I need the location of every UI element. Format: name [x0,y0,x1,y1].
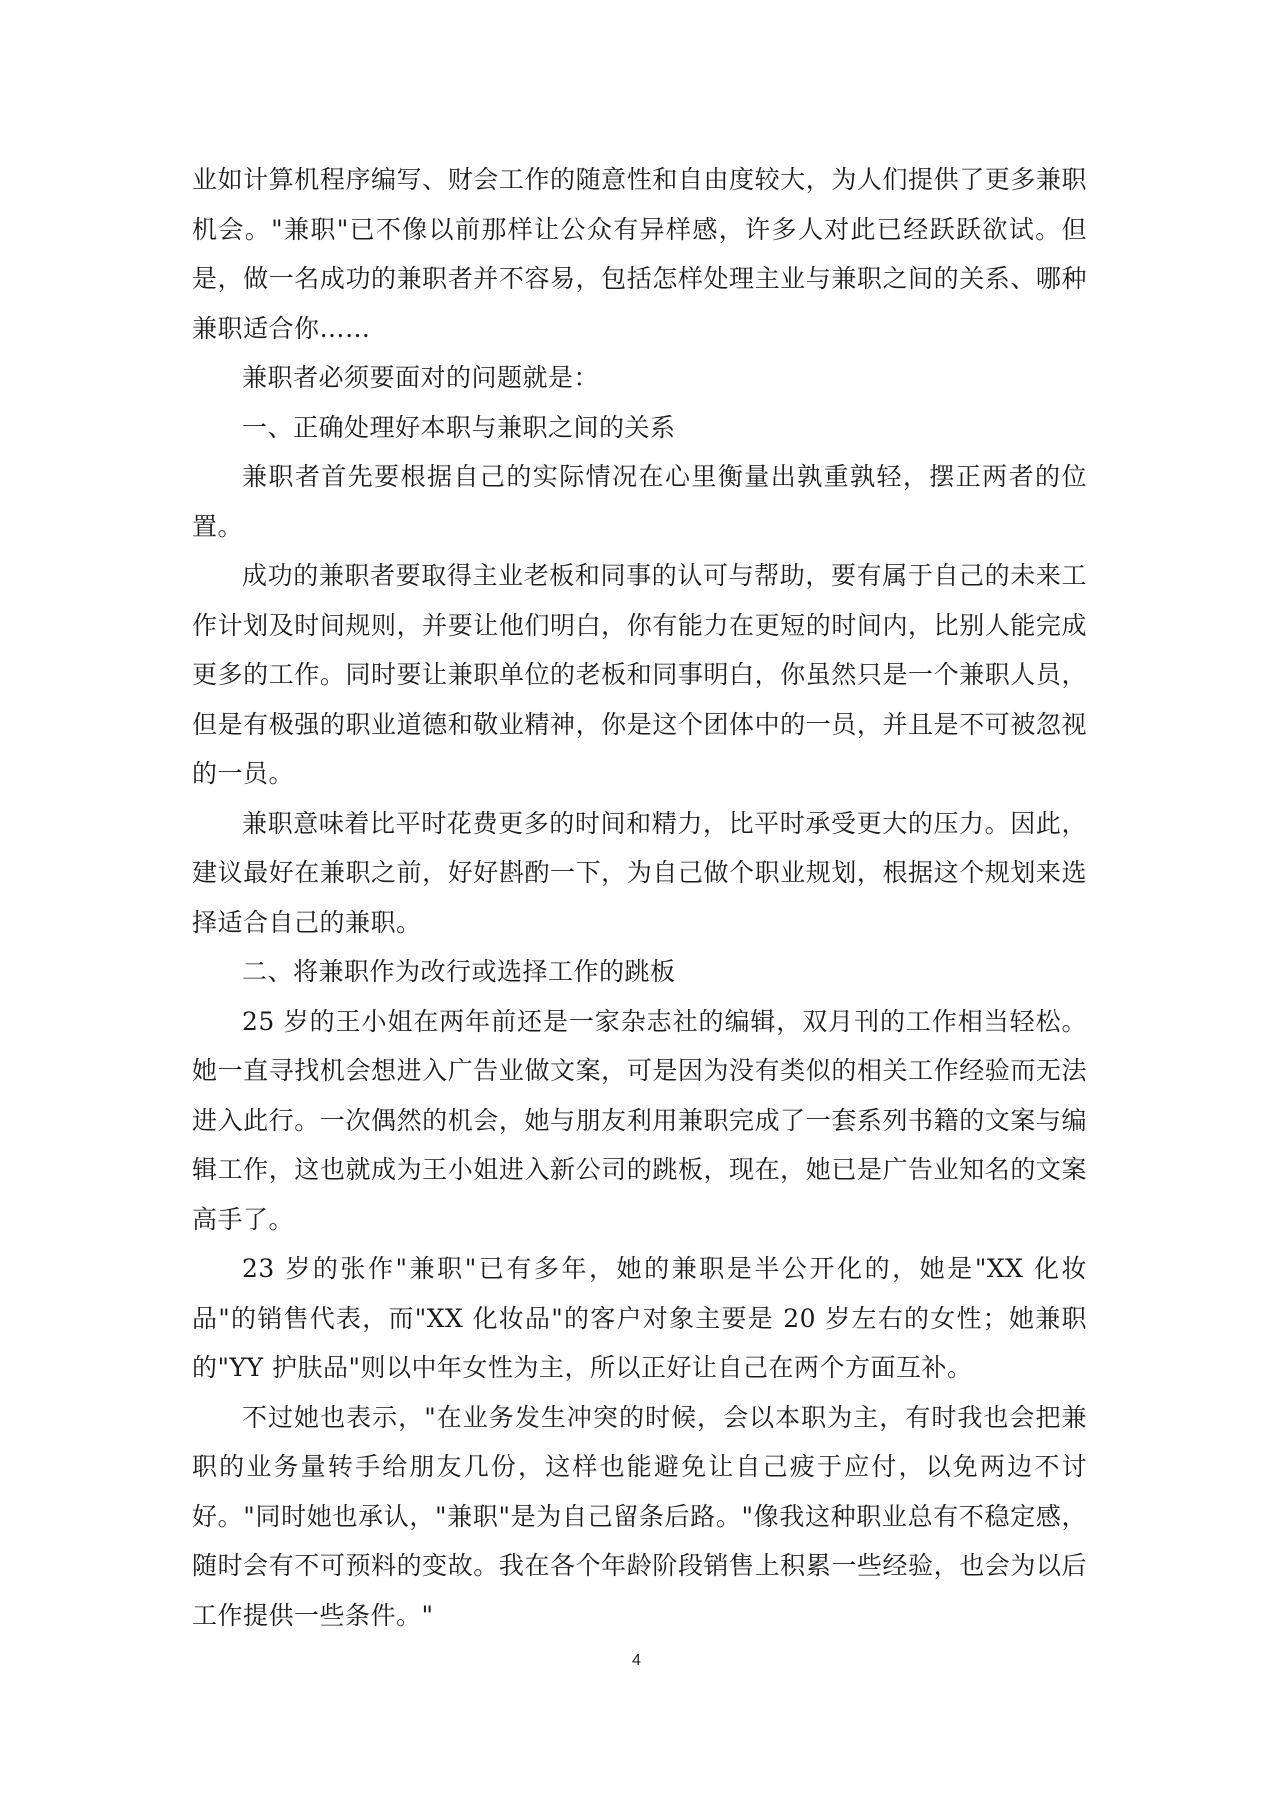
paragraph-intro: 业如计算机程序编写、财会工作的随意性和自由度较大，为人们提供了更多兼职机会。"兼职"已不像以前那样让公众有异样感，许多人对此已经跃跃欲试。但是，做一名成功的兼职者并不容易，包括怎样处理主业与兼职之间的关系、哪种兼职适合你…… [192,165,1087,343]
paragraph-quote: 不过她也表示，"在业务发生冲突的时候，会以本职为主，有时我也会把兼职的业务量转手给朋友几份，这样也能避免让自己疲于应付，以免两边不讨好。"同时她也承认，"兼职"是为自己留条后路。"像我这种职业总有不稳定感，随时会有不可预料的变故。我在各个年龄阶段销售上积累一些经验，也会为以后工作提供一些条件。" [192,1402,1087,1630]
paragraph-recognition: 成功的兼职者要取得主业老板和同事的认可与帮助，要有属于自己的未来工作计划及时间规则，并要让他们明白，你有能力在更短的时间内，比别人能完成更多的工作。同时要让兼职单位的老板和同事明白，你虽然只是一个兼职人员，但是有极强的职业道德和敬业精神，你是这个团体中的一员，并且是不可被忽视的一员。 [192,561,1087,788]
paragraph-problem-lead: 兼职者必须要面对的问题就是： [242,363,600,392]
paragraph-planning: 兼职意味着比平时花费更多的时间和精力，比平时承受更大的压力。因此，建议最好在兼职之前，好好斟酌一下，为自己做个职业规划，根据这个规划来选择适合自己的兼职。 [192,808,1087,937]
paragraph-case-zhang: 23 岁的张作"兼职"已有多年，她的兼职是半公开化的，她是"XX 化妆品"的销售代表，而"XX 化妆品"的客户对象主要是 20 岁左右的女性；她兼职的"YY 护肤品"则以中年女性为主，所以正好让自己在两个方面互补。 [192,1254,1087,1382]
section-heading-1: 一、正确处理好本职与兼职之间的关系 [242,412,676,442]
section-heading-2: 二、将兼职作为改行或选择工作的跳板 [242,957,676,986]
body-text [192,155,1087,1640]
paragraph-priority: 兼职者首先要根据自己的实际情况在心里衡量出孰重孰轻，摆正两者的位置。 [192,462,1087,541]
page-number: 4 [632,1652,641,1669]
paragraph-case-wang: 25 岁的王小姐在两年前还是一家杂志社的编辑，双月刊的工作相当轻松。她一直寻找机会想进入广告业做文案，可是因为没有类似的相关工作经验而无法进入此行。一次偶然的机会，她与朋友利用兼职完成了一套系列书籍的文案与编辑工作，这也就成为王小姐进入新公司的跳板，现在，她已是广告业知名的文案高手了。 [192,1006,1087,1234]
